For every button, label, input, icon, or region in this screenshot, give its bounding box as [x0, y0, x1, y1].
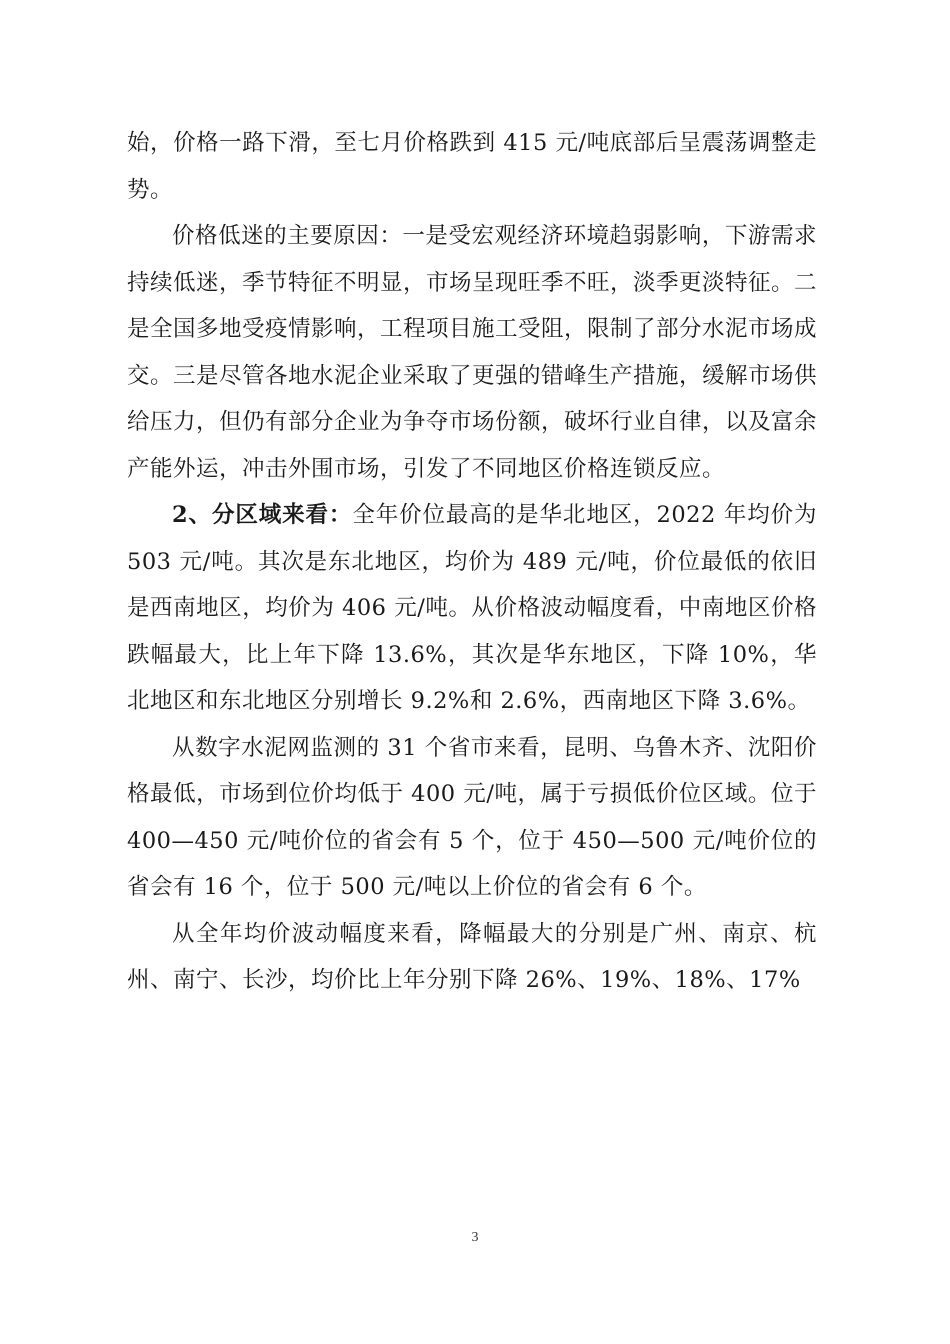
paragraph-text: 价格低迷的主要原因：一是受宏观经济环境趋弱影响，下游需求持续低迷，季节特征不明显，市场呈现旺季不旺，淡季更淡特征。二是全国多地受疫情影响，工程项目施工受阻，限制了部分水泥市场成交。三是尽管各地水泥企业采取了更强的错峰生产措施，缓解市场供给压力，但仍有部分企业为争夺市场份额，破坏行业自律，以及富余产能外运，冲击外围市场，引发了不同地区价格连锁反应。 [127, 223, 818, 482]
paragraph-regional [127, 492, 817, 725]
paragraph-text: 全年价位最高的是华北地区，2022 年均价为 503 元/吨。其次是东北地区，均价为 489 元/吨，价位最低的依旧是西南地区，均价为 406 元/吨。从价格波动幅度看，中南地区价格跌幅最大，比上年下降 13.6%，其次是华东地区，下降 10%，华北地区和东北地区分别增长 9.2%和 2.6%，西南地区下降 3.6%。 [127, 502, 818, 714]
page-number: 3 [471, 1230, 479, 1245]
section-lead-heading: 2、分区域来看： [172, 502, 353, 528]
paragraph-text: 从全年均价波动幅度来看，降幅最大的分别是广州、南京、杭州、南宁、长沙，均价比上年分别下降 26%、19%、18%、17% [127, 920, 817, 993]
paragraph-text: 从数字水泥网监测的 31 个省市来看，昆明、乌鲁木齐、沈阳价格最低，市场到位价均低于 400 元/吨，属于亏损低价位区域。位于 400—450 元/吨价位的省会有 5 个，位于 450—500 元/吨价位的省会有 16 个，位于 500 元/吨以上价位的省会有 6 个。 [127, 734, 817, 900]
paragraph-fluctuation [127, 911, 817, 1004]
paragraph-text: 始，价格一路下滑，至七月价格跌到 415 元/吨底部后呈震荡调整走势。 [127, 130, 817, 203]
paragraph-price-reasons [127, 213, 817, 492]
paragraph-continuation [127, 120, 817, 213]
body-text [127, 120, 817, 1004]
paragraph-provinces [127, 725, 817, 911]
